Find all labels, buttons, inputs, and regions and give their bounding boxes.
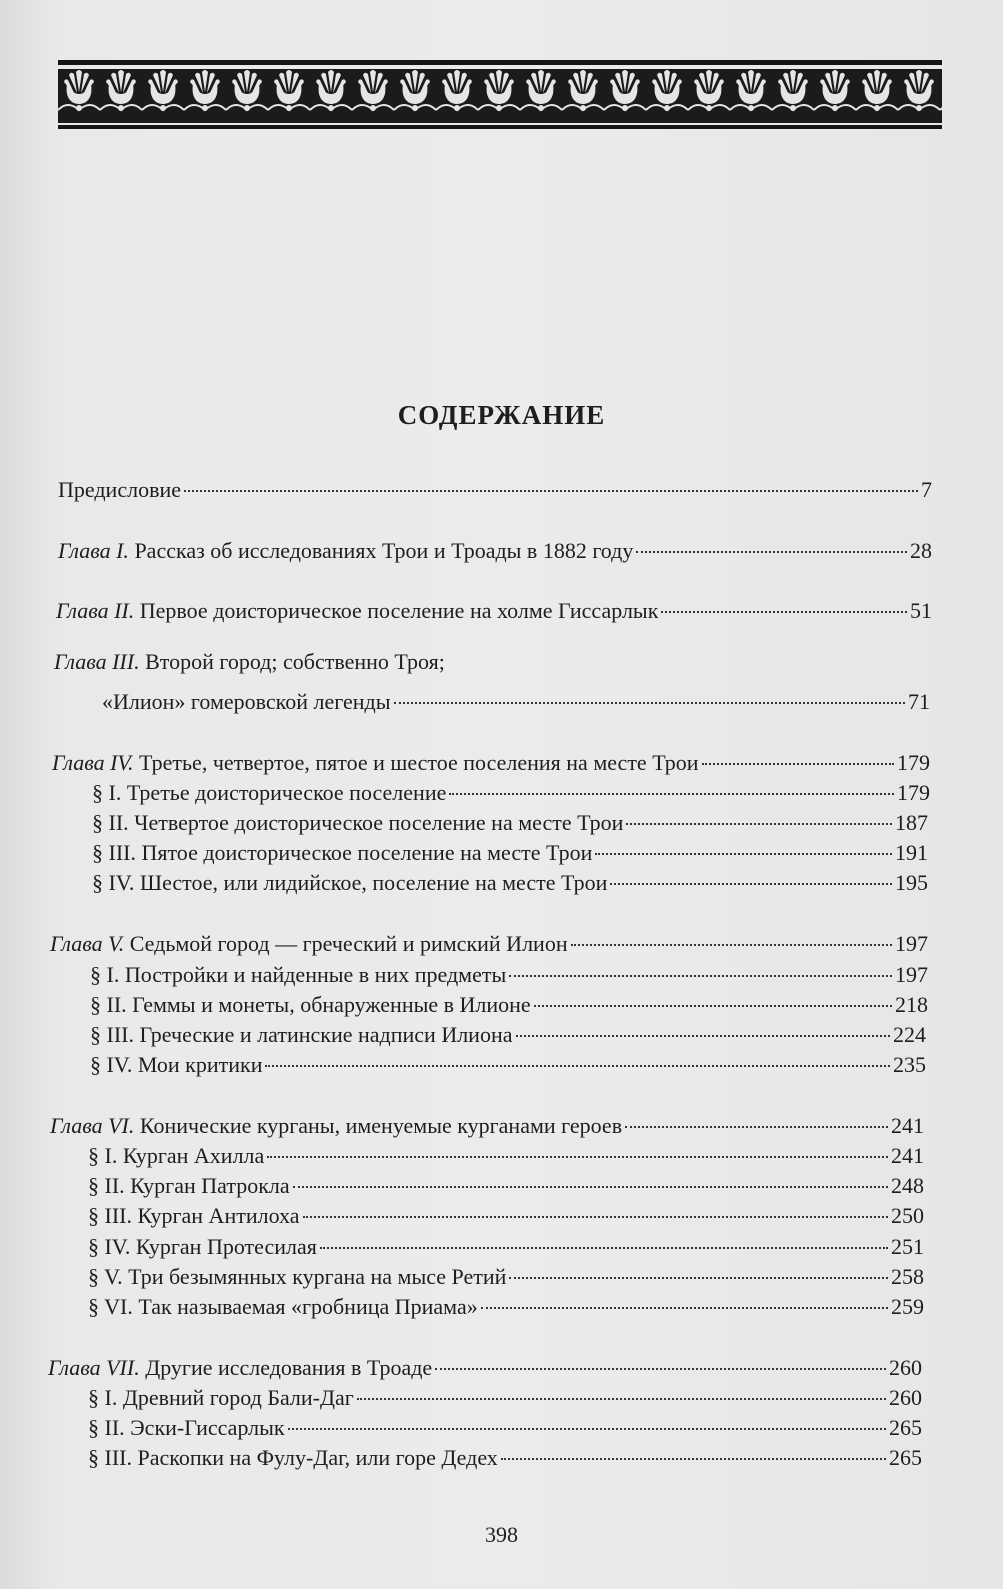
- chapter-label: Глава III.: [54, 649, 140, 674]
- chapter-label: Глава VI.: [50, 1113, 135, 1138]
- toc-entry-text: § VI. Так называемая «гробница Приама»: [88, 1294, 478, 1319]
- toc-entry-text: § III. Пятое доисторическое поселение на месте Трои: [92, 840, 593, 865]
- toc-chapter-entry[interactable]: [56, 597, 932, 625]
- dot-leader: [320, 1246, 888, 1249]
- dot-leader: [265, 1064, 890, 1067]
- page-ref: 224: [893, 1022, 926, 1047]
- toc-entry[interactable]: [88, 1293, 924, 1321]
- dot-leader: [267, 1155, 888, 1158]
- dot-leader: [357, 1397, 886, 1400]
- page-ref: 195: [895, 870, 928, 895]
- toc-entry-text: § I. Курган Ахилла: [88, 1143, 265, 1168]
- toc-entry-text: Глава IV. Третье, четвертое, пятое и шестое поселения на месте Трои: [52, 750, 699, 775]
- contents-title: СОДЕРЖАНИЕ: [397, 400, 606, 430]
- page-ref: 235: [893, 1052, 926, 1077]
- page-ref: 179: [897, 780, 930, 805]
- toc-entry[interactable]: [88, 1263, 924, 1291]
- toc-entry-text: Глава II. Первое доисторическое поселение на холме Гиссарлык: [56, 598, 659, 623]
- toc-entry[interactable]: [88, 1444, 922, 1472]
- toc-entry[interactable]: [92, 809, 928, 837]
- toc-entry-text: § IV. Шестое, или лидийское, поселение на месте Трои: [92, 870, 608, 895]
- toc-entry[interactable]: [102, 688, 930, 716]
- dot-leader: [435, 1367, 886, 1370]
- page-ref: 241: [891, 1113, 924, 1138]
- toc-entry[interactable]: [88, 1233, 924, 1261]
- toc-entry-heading: [54, 648, 445, 676]
- page-ref: 187: [895, 810, 928, 835]
- toc-entry[interactable]: [90, 961, 928, 989]
- toc-entry-text: § III. Раскопки на Фулу-Даг, или горе Дедех: [88, 1445, 498, 1470]
- page-ref: 179: [897, 750, 930, 775]
- dot-leader: [394, 701, 905, 704]
- dot-leader: [534, 1004, 892, 1007]
- toc-entry[interactable]: [88, 1172, 924, 1200]
- toc-entry-text: § III. Греческие и латинские надписи Илиона: [90, 1022, 513, 1047]
- toc-entry[interactable]: [88, 1202, 924, 1230]
- dot-leader: [636, 550, 907, 553]
- dot-leader: [595, 852, 892, 855]
- toc-entry-text: § II. Эски-Гиссарлык: [88, 1415, 285, 1440]
- page-ref: 197: [895, 962, 928, 987]
- dot-leader: [293, 1185, 888, 1188]
- toc-entry-text: § II. Геммы и монеты, обнаруженные в Илионе: [90, 992, 531, 1017]
- dot-leader: [449, 792, 894, 795]
- page-ref: 248: [891, 1173, 924, 1198]
- toc-entry-text: § I. Третье доисторическое поселение: [92, 780, 447, 805]
- dot-leader: [501, 1457, 886, 1460]
- chapter-label: Глава II.: [56, 598, 135, 623]
- dot-leader: [509, 974, 892, 977]
- dot-leader: [303, 1215, 888, 1218]
- toc-entry[interactable]: [92, 779, 930, 807]
- toc-entry[interactable]: [90, 1051, 926, 1079]
- toc-entry[interactable]: [92, 839, 928, 867]
- page-ref: 260: [889, 1355, 922, 1380]
- dot-leader: [610, 882, 892, 885]
- toc-entry[interactable]: [90, 991, 928, 1019]
- page-ref: 259: [891, 1294, 924, 1319]
- dot-leader: [625, 1125, 888, 1128]
- dot-leader: [661, 610, 907, 613]
- toc-chapter-entry[interactable]: [50, 1112, 924, 1140]
- dot-leader: [288, 1427, 886, 1430]
- chapter-label: Глава I.: [58, 538, 129, 563]
- toc-chapter-entry[interactable]: [48, 1354, 922, 1382]
- toc-entry-text: Глава I. Рассказ об исследованиях Трои и Троады в 1882 году: [58, 538, 634, 563]
- page-ref: 191: [895, 840, 928, 865]
- dot-leader: [184, 489, 918, 492]
- toc-entry[interactable]: [90, 1021, 926, 1049]
- toc-entry-text: § II. Четвертое доисторическое поселение на месте Трои: [92, 810, 624, 835]
- chapter-label: Глава VII.: [48, 1355, 140, 1380]
- toc-entry[interactable]: [88, 1142, 924, 1170]
- page-ref: 250: [891, 1203, 924, 1228]
- page-ref: 28: [910, 538, 932, 563]
- page-ref: 197: [895, 931, 928, 956]
- toc-entry[interactable]: [88, 1384, 922, 1412]
- dot-leader: [626, 822, 892, 825]
- page-number: 398: [485, 1522, 518, 1547]
- toc-entry-text: Глава V. Седьмой город — греческий и римский Илион: [50, 931, 568, 956]
- dot-leader: [481, 1306, 888, 1309]
- toc-entry-text: § II. Курган Патрокла: [88, 1173, 290, 1198]
- page-ref: 241: [891, 1143, 924, 1168]
- toc-entry-text: Глава VII. Другие исследования в Троаде: [48, 1355, 433, 1380]
- toc-chapter-entry[interactable]: [52, 749, 930, 777]
- toc-entry-text: Глава III. Второй город; собственно Троя;: [54, 649, 445, 674]
- page-ref: 218: [895, 992, 928, 1017]
- page-ref: 71: [908, 689, 930, 714]
- page-ref: 260: [889, 1385, 922, 1410]
- dot-leader: [702, 762, 894, 765]
- page-ref: 251: [891, 1234, 924, 1259]
- toc-entry-text: § IV. Курган Протесилая: [88, 1234, 317, 1259]
- chapter-label: Глава IV.: [52, 750, 134, 775]
- dot-leader: [509, 1276, 888, 1279]
- toc-entry-text: § I. Постройки и найденные в них предметы: [90, 962, 507, 987]
- toc-entry-text: Предисловие: [58, 477, 181, 502]
- page-ref: 7: [921, 477, 932, 502]
- page-ref: 265: [889, 1415, 922, 1440]
- toc-entry[interactable]: [88, 1414, 922, 1442]
- dot-leader: [571, 943, 892, 946]
- toc-entry-text: Глава VI. Конические курганы, именуемые курганами героев: [50, 1113, 623, 1138]
- chapter-label: Глава V.: [50, 931, 125, 956]
- toc-entry-text: § IV. Мои критики: [90, 1052, 263, 1077]
- page-ref: 265: [889, 1445, 922, 1470]
- page-ref: 51: [910, 598, 932, 623]
- toc-entry-text: «Илион» гомеровской легенды: [102, 689, 391, 714]
- dot-leader: [516, 1034, 891, 1037]
- toc-chapter-entry[interactable]: [58, 537, 932, 565]
- toc-entry-text: § V. Три безымянных кургана на мысе Ретий: [88, 1264, 507, 1289]
- toc-entry-text: § I. Древний город Бали-Даг: [88, 1385, 354, 1410]
- toc-entry[interactable]: [58, 476, 932, 504]
- toc-entry[interactable]: [92, 869, 928, 897]
- toc-entry-text: § III. Курган Антилоха: [88, 1203, 300, 1228]
- page-ref: 258: [891, 1264, 924, 1289]
- toc-chapter-entry[interactable]: [50, 930, 928, 958]
